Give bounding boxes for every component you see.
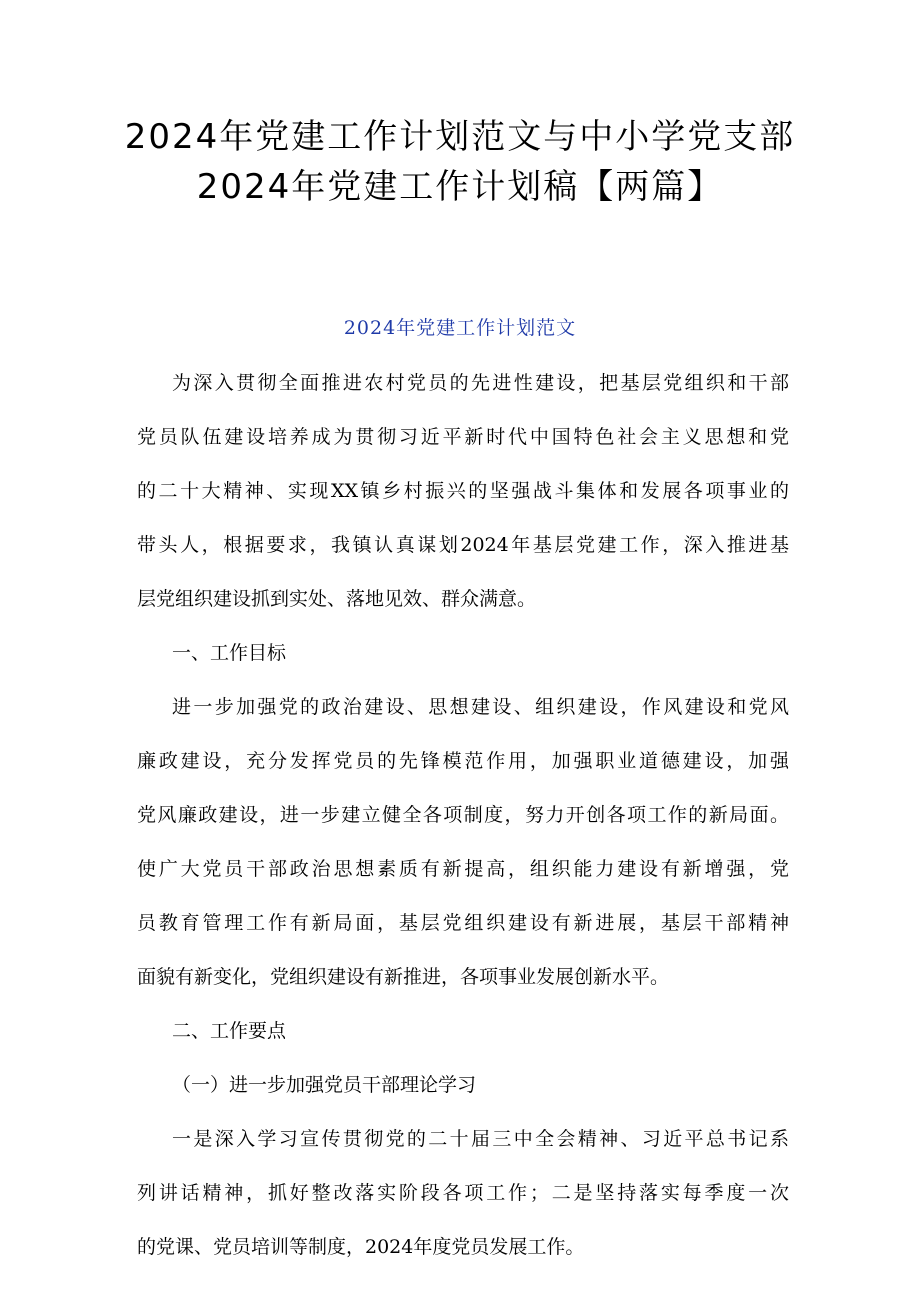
- paragraph-line: 的二十大精神、实现XX镇乡村振兴的坚强战斗集体和发展各项事业的: [137, 480, 789, 502]
- paragraph-line: 层党组织建设抓到实处、落地见效、群众满意。: [137, 588, 537, 610]
- paragraph-line: 一是深入学习宣传贯彻党的二十届三中全会精神、习近平总书记系: [172, 1128, 789, 1150]
- paragraph-line: 使广大党员干部政治思想素质有新提高，组织能力建设有新增强，党: [137, 858, 789, 880]
- paragraph-line: 党员队伍建设培养成为贯彻习近平新时代中国特色社会主义思想和党: [137, 426, 789, 448]
- paragraph-line: 列讲话精神，抓好整改落实阶段各项工作；二是坚持落实每季度一次: [137, 1182, 789, 1204]
- paragraph-line: 进一步加强党的政治建设、思想建设、组织建设，作风建设和党风: [172, 696, 789, 718]
- heading-work-points: 二、工作要点: [172, 1020, 287, 1042]
- paragraph-line: 的党课、党员培训等制度，2024年度党员发展工作。: [137, 1236, 585, 1258]
- paragraph-line: 廉政建设，充分发挥党员的先锋模范作用，加强职业道德建设，加强: [137, 750, 789, 772]
- paragraph-line: 面貌有新变化，党组织建设有新推进，各项事业发展创新水平。: [137, 966, 670, 988]
- section-title: 2024年党建工作计划范文: [343, 317, 577, 339]
- document-title-line-2: 2024年党建工作计划稿【两篇】: [196, 167, 724, 207]
- paragraph-line: 员教育管理工作有新局面，基层党组织建设有新进展，基层干部精神: [137, 912, 789, 934]
- document-body: [137, 356, 789, 1274]
- paragraph-line: 带头人，根据要求，我镇认真谋划2024年基层党建工作，深入推进基: [137, 534, 789, 556]
- document-title-line-1: 2024年党建工作计划范文与中小学党支部: [124, 117, 796, 157]
- paragraph-line: 为深入贯彻全面推进农村党员的先进性建设，把基层党组织和干部: [172, 372, 789, 394]
- heading-work-goals: 一、工作目标: [172, 642, 287, 664]
- paragraph-line: 党风廉政建设，进一步建立健全各项制度，努力开创各项工作的新局面。: [137, 804, 789, 826]
- document-title: [100, 112, 820, 212]
- subheading-theory-study: （一）进一步加强党员干部理论学习: [172, 1074, 477, 1096]
